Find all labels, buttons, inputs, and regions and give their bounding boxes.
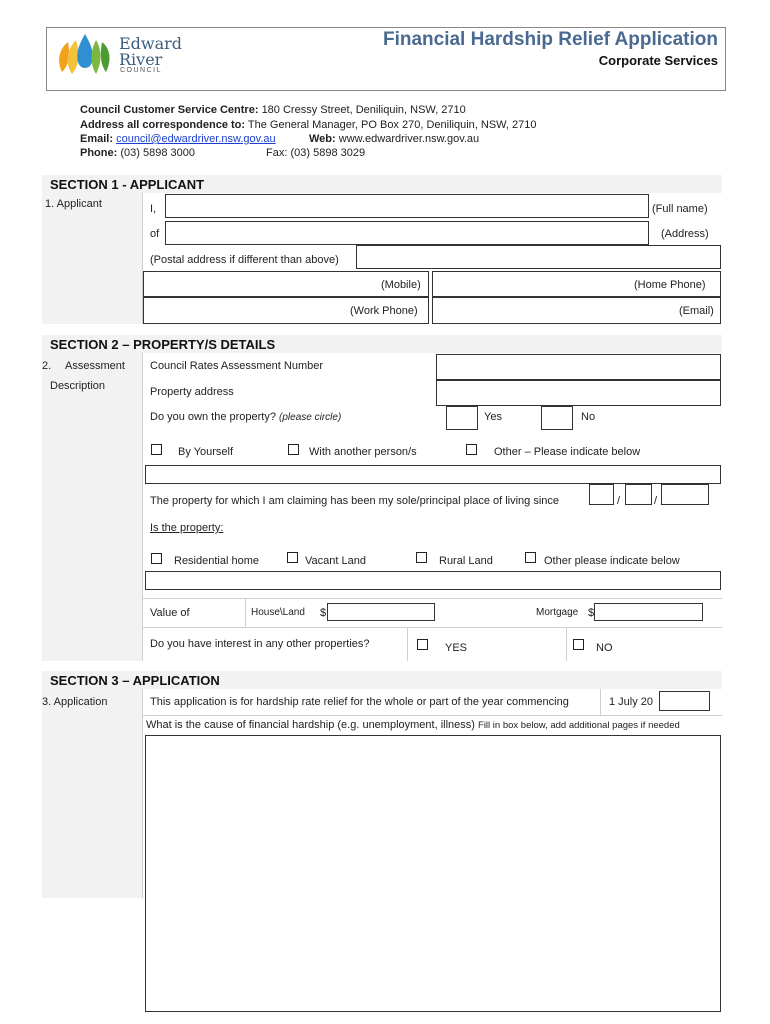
mobile-label: (Mobile) — [381, 279, 421, 291]
mortgage-value-field[interactable] — [594, 603, 703, 621]
section1-row-label: 1. Applicant — [45, 198, 102, 210]
interest-no-label: NO — [596, 642, 613, 654]
contact-centre — [80, 104, 466, 116]
residential-label: Residential home — [174, 555, 259, 567]
page-subtitle: Corporate Services — [598, 53, 718, 68]
house-land-dollar: $ — [320, 607, 327, 619]
contact-centre-label: Council Customer Service Centre: — [80, 104, 259, 116]
section2-label-col — [42, 353, 142, 661]
own-question — [150, 411, 341, 423]
vacant-label: Vacant Land — [305, 555, 366, 567]
page-title: Financial Hardship Relief Application — [382, 29, 718, 50]
contact-fax-value: (03) 5898 3029 — [290, 147, 366, 159]
postal-address-field[interactable] — [356, 245, 721, 269]
mortgage-label: Mortgage — [536, 607, 579, 618]
leaf-drop-logo-icon — [54, 32, 116, 78]
contact-email-row — [80, 133, 276, 145]
own-no-box[interactable] — [541, 406, 573, 430]
contact-web-label: Web: — [309, 133, 336, 145]
other-property-field[interactable] — [145, 571, 721, 590]
section2-title: SECTION 2 – PROPERTY/S DETAILS — [50, 337, 276, 352]
other-ownership-checkbox[interactable] — [466, 444, 477, 455]
contact-phone-row — [80, 147, 195, 159]
commencing-label: This application is for hardship rate relief for the whole or part of the year commencing — [150, 696, 569, 708]
rates-number-field[interactable] — [436, 354, 721, 380]
email-field[interactable] — [432, 297, 721, 324]
cause-question-hint: Fill in box below, add additional pages if needed — [478, 720, 680, 731]
section2-row-label-1: Assessment — [65, 360, 125, 372]
house-land-label: House\Land — [251, 607, 305, 618]
interest-yes-label: YES — [445, 642, 468, 654]
interest-yes-checkbox[interactable] — [417, 639, 428, 650]
by-yourself-label: By Yourself — [178, 446, 234, 458]
full-name-field[interactable] — [165, 194, 649, 218]
own-yes-label: Yes — [484, 411, 502, 423]
since-year-field[interactable] — [661, 484, 709, 505]
contact-address-value: The General Manager, PO Box 270, Deniliquin, NSW, 2710 — [247, 119, 537, 131]
other-property-label: Other please indicate below — [544, 555, 680, 567]
section3-row-label: 3. Application — [42, 696, 108, 708]
section3-title: SECTION 3 – APPLICATION — [50, 673, 220, 688]
own-question-text: Do you own the property? — [150, 411, 276, 423]
section2-row-label-2: Description — [50, 380, 106, 392]
contact-phone-value: (03) 5898 3000 — [120, 147, 195, 159]
i-label: I, — [150, 203, 157, 215]
interest-question: Do you have interest in any other properties? — [150, 638, 370, 650]
logo-line-3: COUNCIL — [120, 67, 163, 74]
vacant-checkbox[interactable] — [287, 552, 298, 563]
logo-line-1: Edward — [119, 34, 183, 53]
other-ownership-field[interactable] — [145, 465, 721, 484]
logo-line-2: River — [119, 50, 163, 69]
section1-title: SECTION 1 - APPLICANT — [50, 177, 205, 192]
full-name-label: (Full name) — [652, 203, 708, 215]
cause-question — [146, 719, 680, 731]
contact-email-label: Email: — [80, 133, 114, 145]
own-yes-box[interactable] — [446, 406, 478, 430]
postal-label: (Postal address if different than above) — [150, 254, 339, 266]
value-of-label: Value of — [150, 607, 190, 619]
section2-row-num: 2. — [42, 360, 52, 372]
cause-question-text: What is the cause of financial hardship (e.g. unemployment, illness) — [146, 719, 475, 731]
contact-fax-label: Fax: — [266, 147, 288, 159]
rural-label: Rural Land — [439, 555, 493, 567]
residential-checkbox[interactable] — [151, 553, 162, 564]
other-property-checkbox[interactable] — [525, 552, 536, 563]
own-no-label: No — [581, 411, 596, 423]
contact-address — [80, 119, 537, 131]
is-property-label: Is the property: — [150, 522, 224, 534]
own-question-hint: (please circle) — [279, 412, 342, 423]
address-label: (Address) — [661, 228, 709, 240]
house-land-value-field[interactable] — [327, 603, 435, 621]
since-day-field[interactable] — [589, 484, 614, 505]
year-field[interactable] — [659, 691, 710, 711]
contact-web-row — [309, 133, 479, 145]
contact-address-label: Address all correspondence to: — [80, 119, 246, 131]
date-slash-1: / — [617, 495, 621, 507]
rates-number-label: Council Rates Assessment Number — [150, 360, 324, 372]
home-phone-label: (Home Phone) — [634, 279, 706, 291]
contact-centre-value: 180 Cressy Street, Deniliquin, NSW, 2710 — [261, 104, 466, 116]
with-another-label: With another person/s — [309, 446, 417, 458]
section3-label-col — [42, 689, 142, 898]
since-month-field[interactable] — [625, 484, 652, 505]
council-logo — [54, 32, 194, 80]
rural-checkbox[interactable] — [416, 552, 427, 563]
email-label: (Email) — [679, 305, 714, 317]
work-phone-label: (Work Phone) — [350, 305, 418, 317]
hardship-cause-textarea[interactable] — [145, 735, 721, 1012]
contact-email-link[interactable]: council@edwardriver.nsw.gov.au — [116, 133, 276, 145]
of-label: of — [150, 228, 160, 240]
by-yourself-checkbox[interactable] — [151, 444, 162, 455]
contact-fax-row — [266, 147, 365, 159]
other-ownership-label: Other – Please indicate below — [494, 446, 641, 458]
principal-place-label: The property for which I am claiming has been my sole/principal place of living since — [150, 495, 560, 507]
interest-no-checkbox[interactable] — [573, 639, 584, 650]
contact-phone-label: Phone: — [80, 147, 118, 159]
date-slash-2: / — [654, 495, 658, 507]
property-address-label: Property address — [150, 386, 234, 398]
date-prefix: 1 July 20 — [609, 696, 654, 708]
contact-web-value: www.edwardriver.nsw.gov.au — [338, 133, 480, 145]
mortgage-dollar: $ — [588, 607, 595, 619]
property-address-field[interactable] — [436, 380, 721, 406]
section1-label-col — [42, 193, 142, 324]
with-another-checkbox[interactable] — [288, 444, 299, 455]
address-field[interactable] — [165, 221, 649, 245]
